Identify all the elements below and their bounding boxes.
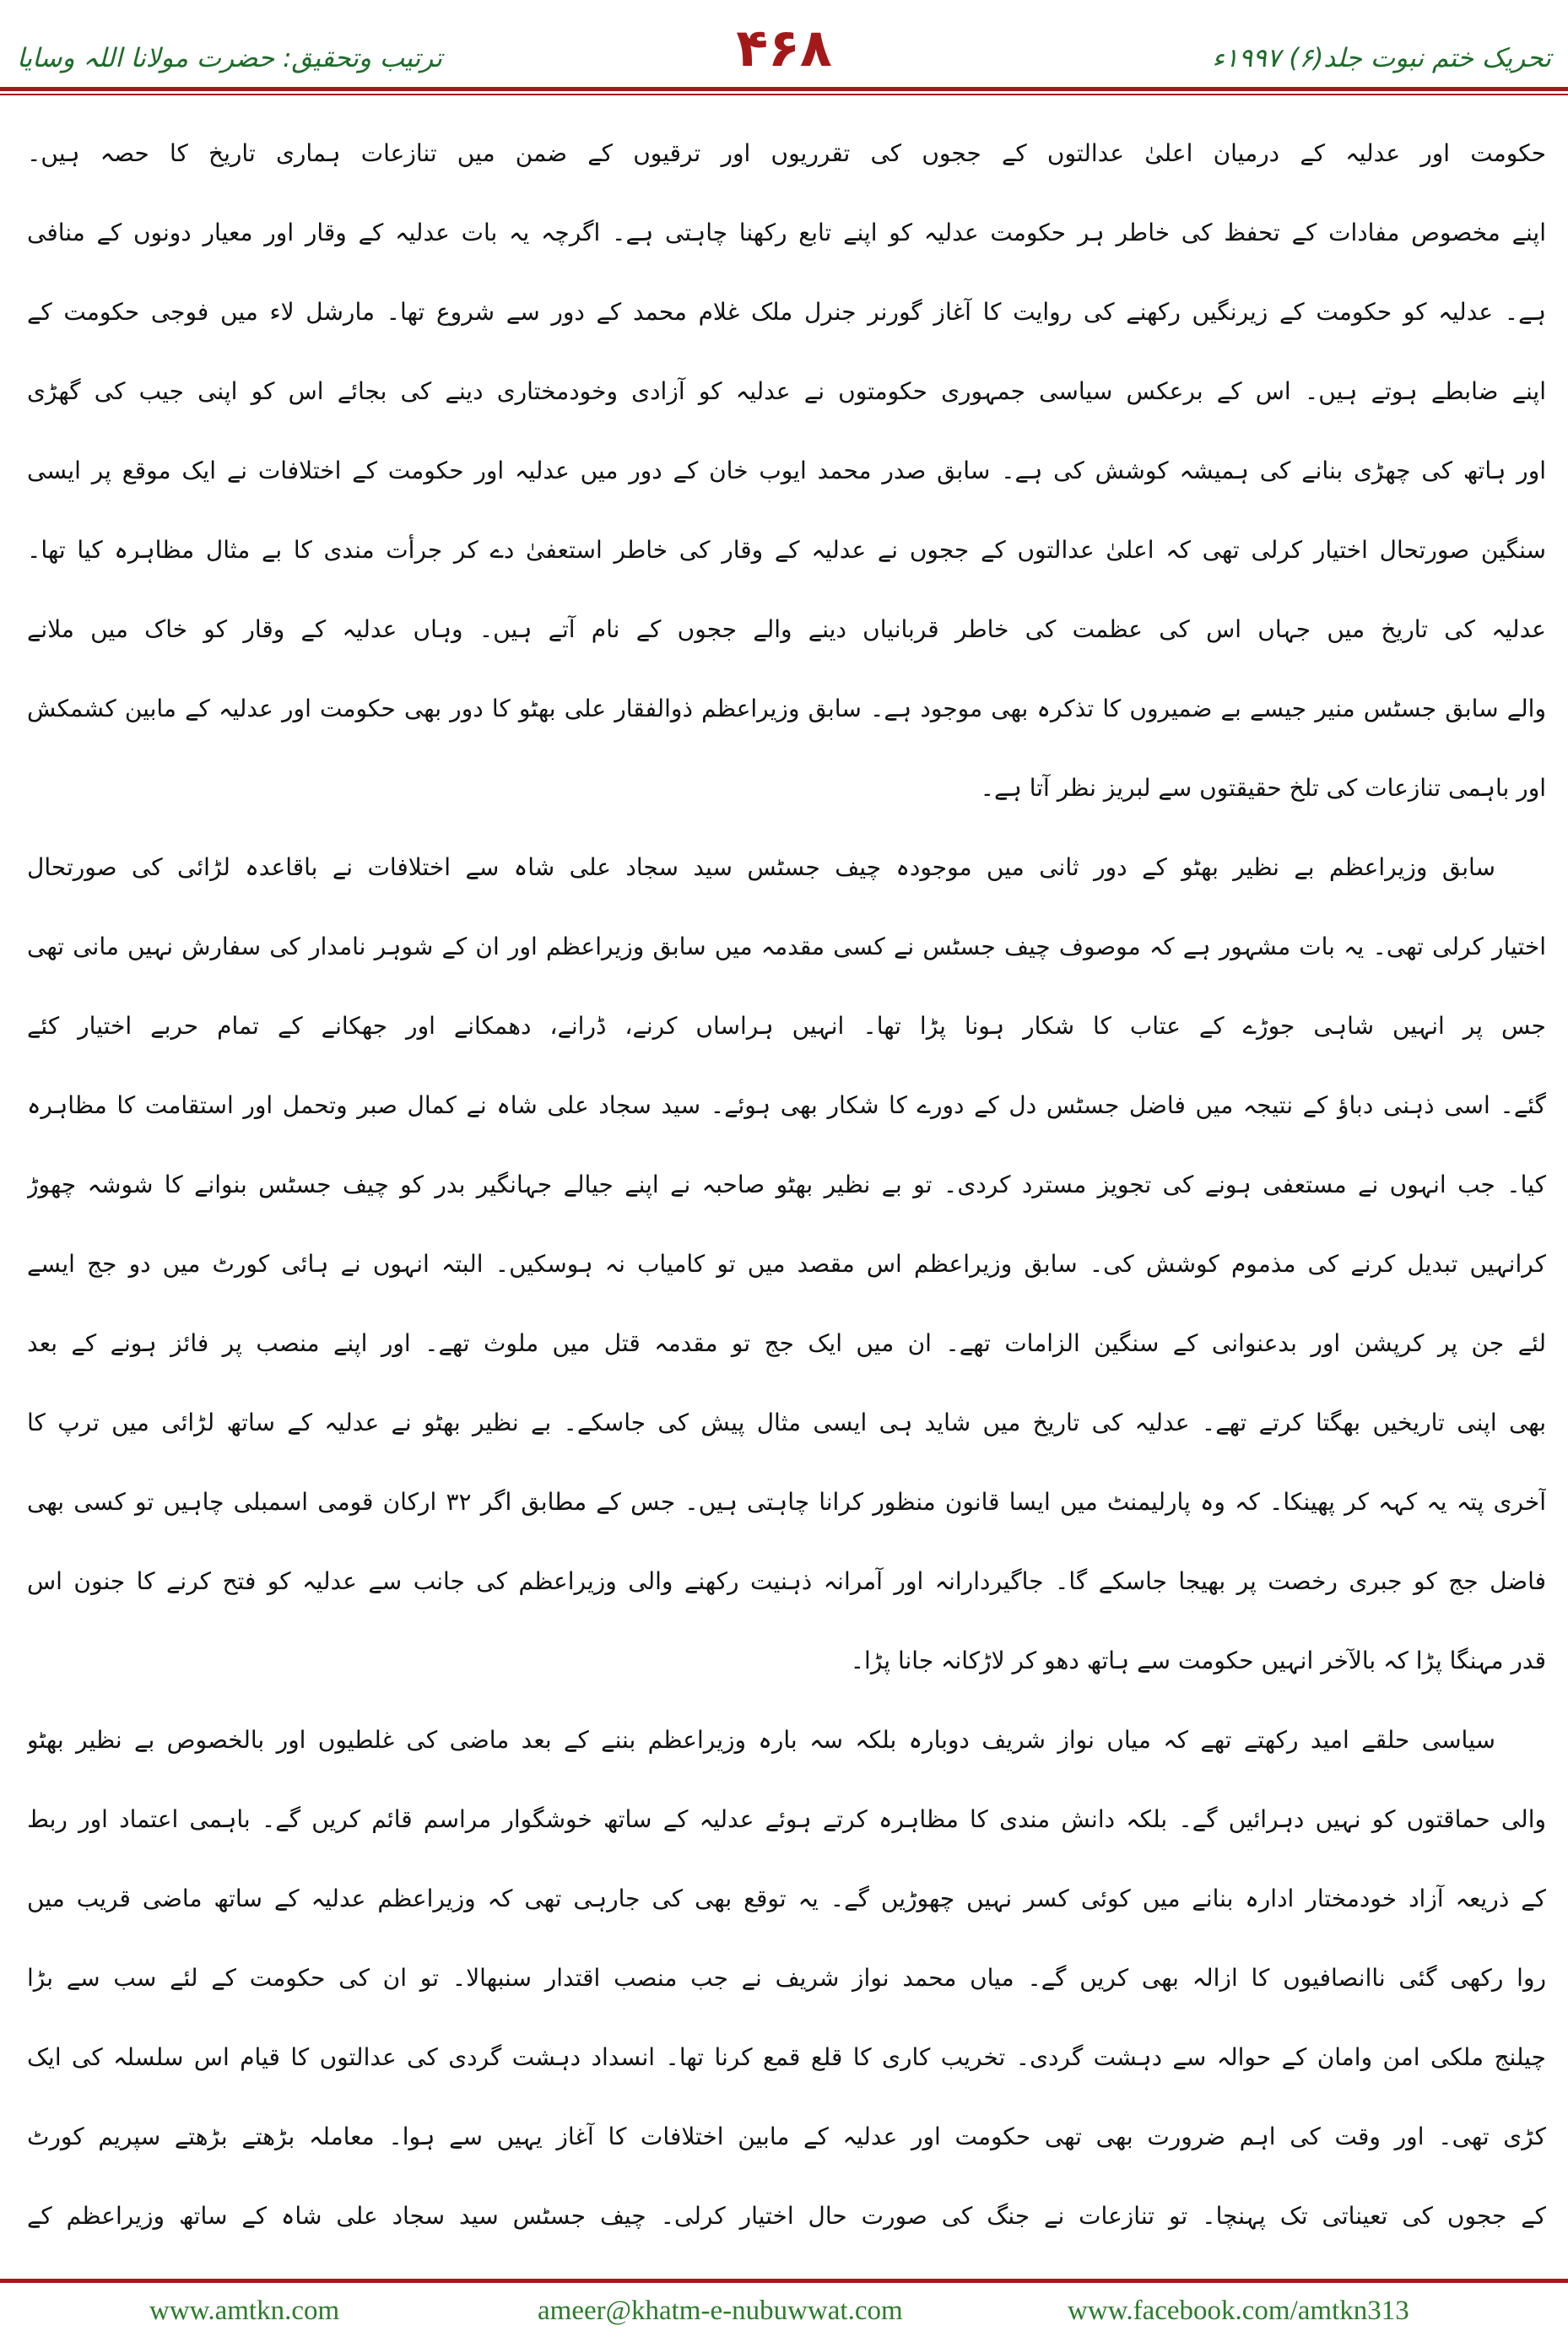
text-line: والے سابق جسٹس منیر جیسے بے ضمیروں کا تذکرہ بھی موجود ہے۔ سابق وزیراعظم ذوالفقار علی بھٹو کا دور بھی حکومت اور عدلیہ کے مابین کشمکش xyxy=(27,695,1546,722)
text-line: والی حماقتوں کو نہیں دہرائیں گے۔ بلکہ دانش مندی کا مظاہرہ کرتے ہوئے عدلیہ کے ساتھ خوشگوار مراسم قائم کریں گے۔ باہمی اعتماد اور ربط xyxy=(27,1805,1546,1833)
text-line: سیاسی حلقے امید رکھتے تھے کہ میاں نواز شریف دوبارہ بلکہ سہ بارہ وزیراعظم بننے کے بعد ماضی کی غلطیوں اور بالخصوص بے نظیر بھٹو xyxy=(27,1726,1495,1754)
text-line: اور باہمی تنازعات کی تلخ حقیقتوں سے لبریز نظر آتا ہے۔ xyxy=(980,774,1546,802)
article-body xyxy=(27,114,1546,2256)
compiler-credit: ترتیب وتحقیق: حضرت مولانا اللہ وسایا xyxy=(17,43,443,73)
text-line: سابق وزیراعظم بے نظیر بھٹو کے دور ثانی میں موجودہ چیف جسٹس سید سجاد علی شاہ سے اختلافات نے باقاعدہ لڑائی کی صورتحال xyxy=(27,853,1495,881)
text-line: جس پر انہیں شاہی جوڑے کے عتاب کا شکار ہونا پڑا تھا۔ انہیں ہراساں کرنے، ڈرانے، دھمکانے اور جھکانے کے تمام حربے اختیار کئے xyxy=(27,1012,1546,1040)
text-line: اور ہاتھ کی چھڑی بنانے کی ہمیشہ کوشش کی ہے۔ سابق صدر محمد ایوب خان کے دور میں عدلیہ اور حکومت کے اختلافات نے ایک موقع پر ایسی xyxy=(27,457,1546,484)
text-line: چیلنج ملکی امن وامان کے حوالہ سے دہشت گردی۔ تخریب کاری کا قلع قمع کرنا تھا۔ انسداد دہشت گردی کی عدالتوں کا قیام اس سلسلہ کی ایک xyxy=(27,2043,1546,2071)
text-line: روا رکھی گئی ناانصافیوں کا ازالہ بھی کریں گے۔ میاں محمد نواز شریف نے جب منصب اقتدار سنبھالا۔ تو ان کی حکومت کے لئے سب سے بڑا xyxy=(27,1964,1546,1992)
text-line: اپنے مخصوص مفادات کے تحفظ کی خاطر ہر حکومت عدلیہ کو اپنے تابع رکھنا چاہتی ہے۔ اگرچہ یہ بات عدلیہ کے وقار اور معیار دونوں کے منافی xyxy=(27,219,1546,246)
text-line: کڑی تھی۔ اور وقت کی اہم ضرورت بھی تھی حکومت اور عدلیہ کے مابین اختلافات کا آغاز یہیں سے ہوا۔ معاملہ بڑھتے بڑھتے سپریم کورٹ xyxy=(27,2123,1546,2150)
text-line: فاضل جج کو جبری رخصت پر بھیجا جاسکے گا۔ جاگیردارانہ اور آمرانہ ذہنیت رکھنے والی وزیراعظم کی جانب سے عدلیہ کو فتح کرنے کا جنون اس xyxy=(27,1567,1546,1595)
text-line: حکومت اور عدلیہ کے درمیان اعلیٰ عدالتوں کے ججوں کی تقرریوں اور ترقیوں کے ضمن میں تنازعات ہماری تاریخ کا حصہ ہیں۔ xyxy=(27,139,1546,167)
facebook-link[interactable]: www.facebook.com/amtkn313 xyxy=(1068,2296,1409,2326)
text-line: گئے۔ اسی ذہنی دباؤ کے نتیجہ میں فاضل جسٹس دل کے دورے کا شکار بھی ہوئے۔ سید سجاد علی شاہ نے کمال صبر وتحمل اور استقامت کا مظاہرہ xyxy=(27,1091,1546,1119)
text-line: سنگین صورتحال اختیار کرلی تھی کہ اعلیٰ عدالتوں کے ججوں نے عدلیہ کے وقار کی خاطر استعفیٰ دے کر جرأت مندی کا بے مثال مظاہرہ کیا تھا۔ xyxy=(27,536,1546,564)
header-divider xyxy=(0,87,1568,95)
website-link[interactable]: www.amtkn.com xyxy=(149,2296,340,2326)
text-line: کے ذریعہ آزاد خودمختار ادارہ بنانے میں کوئی کسر نہیں چھوڑیں گے۔ یہ توقع بھی کی جارہی تھی کہ وزیراعظم عدلیہ کے ساتھ ماضی قریب میں xyxy=(27,1885,1546,1912)
footer-divider xyxy=(0,2279,1568,2283)
book-title: تحریک ختم نبوت جلد(۶) ۱۹۹۷ء xyxy=(1212,43,1551,73)
text-line: عدلیہ کی تاریخ میں جہاں اس کی عظمت کی خاطر قربانیاں دینے والے ججوں کے نام آتے ہیں۔ وہاں عدلیہ کے وقار کو خاک میں ملانے xyxy=(27,615,1546,643)
page-header xyxy=(0,0,1568,97)
text-line: ہے۔ عدلیہ کو حکومت کے زیرنگیں رکھنے کی روایت کا آغاز گورنر جنرل ملک غلام محمد کے دور سے شروع تھا۔ مارشل لاء میں فوجی حکومت کے xyxy=(27,298,1546,326)
text-line: بھی اپنی تاریخیں بھگتا کرتے تھے۔ عدلیہ کی تاریخ میں شاید ہی ایسی مثال پیش کی جاسکے۔ بے نظیر بھٹو نے عدلیہ کے ساتھ لڑائی میں ترپ کا xyxy=(27,1409,1546,1436)
text-line: آخری پتہ یہ کہہ کر پھینکا۔ کہ وہ پارلیمنٹ میں ایسا قانون منظور کرانا چاہتی ہیں۔ جس کے مطابق اگر ۳۲ ارکان قومی اسمبلی چاہیں تو کسی بھی xyxy=(27,1488,1546,1516)
text-line: کیا۔ جب انہوں نے مستعفی ہونے کی تجویز مسترد کردی۔ تو بے نظیر بھٹو صاحبہ نے اپنے جیالے جہانگیر بدر کو چیف جسٹس بنوانے کا شوشہ چھوڑ xyxy=(27,1171,1546,1198)
text-line: اختیار کرلی تھی۔ یہ بات مشہور ہے کہ موصوف چیف جسٹس نے کسی مقدمہ میں سابق وزیراعظم اور ان کے شوہر نامدار کی سفارش نہیں مانی تھی xyxy=(27,933,1546,960)
email-link[interactable]: ameer@khatm-e-nubuwwat.com xyxy=(538,2296,903,2326)
text-line: کرانہیں تبدیل کرنے کی مذموم کوشش کی۔ سابق وزیراعظم اس مقصد میں تو کامیاب نہ ہوسکیں۔ البتہ انہوں نے ہائی کورٹ میں دو جج ایسے xyxy=(27,1250,1546,1278)
page-number: ۴۶۸ xyxy=(736,17,832,78)
text-line: قدر مہنگا پڑا کہ بالآخر انہیں حکومت سے ہاتھ دھو کر لاڑکانہ جانا پڑا۔ xyxy=(850,1647,1546,1674)
text-line: لئے جن پر کرپشن اور بدعنوانی کے سنگین الزامات تھے۔ ان میں ایک جج تو مقدمہ قتل میں ملوث تھے۔ اور اپنے منصب پر فائز ہونے کے بعد xyxy=(27,1329,1546,1357)
text-line: اپنے ضابطے ہوتے ہیں۔ اس کے برعکس سیاسی جمہوری حکومتوں نے عدلیہ کو آزادی وخودمختاری دینے کی بجائے اس کو اپنی جیب کی گھڑی xyxy=(27,377,1546,405)
text-line: کے ججوں کی تعیناتی تک پہنچا۔ تو تنازعات نے جنگ کی صورت حال اختیار کرلی۔ چیف جسٹس سید سجاد علی شاہ کے ساتھ وزیراعظم کے xyxy=(27,2202,1546,2230)
